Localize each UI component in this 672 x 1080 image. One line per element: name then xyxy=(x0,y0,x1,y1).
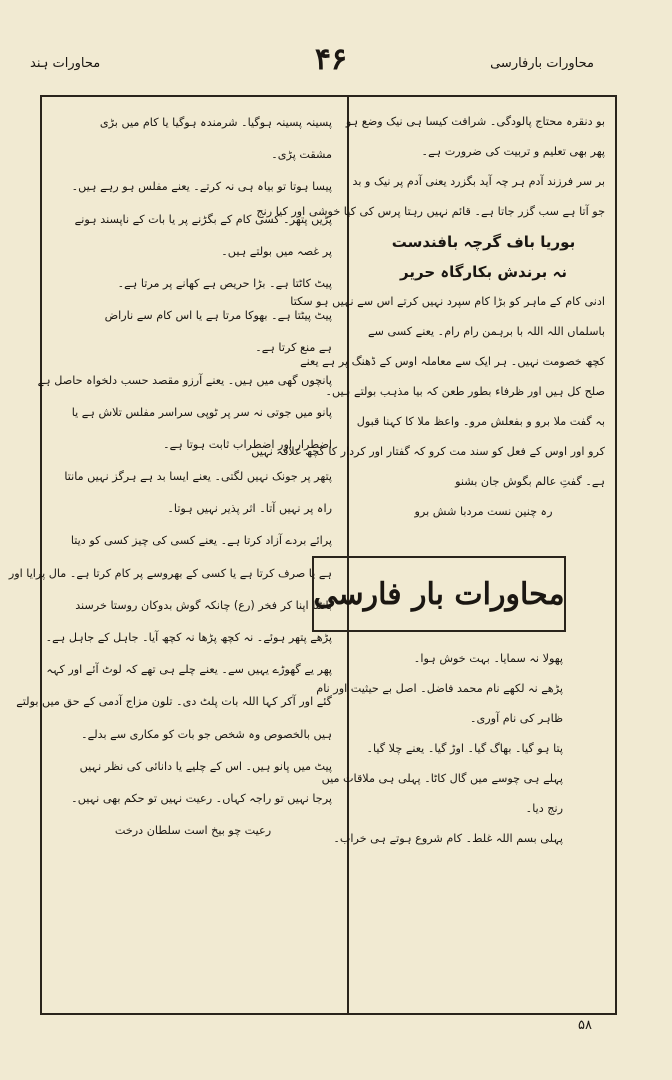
text-line: پیسا ہوتا تو بیاہ ہی نہ کرتے۔ یعنے مفلس ہو رہے ہیں۔ xyxy=(71,180,332,194)
text-line: بو دنقرہ محتاج پالودگی۔ شرافت کیسا ہی نیک وضع ہو xyxy=(345,115,605,128)
text-line: پانو میں جوتی نہ سر پر ٹوپی سراسر مفلس تلاش ہے یا xyxy=(71,405,332,419)
text-line: پرجا نہیں تو راجہ کہاں۔ رعیت نہیں تو حکم بھی نہیں۔ xyxy=(71,791,332,805)
text-line: ہے منع کرتا ہے۔ xyxy=(255,341,332,355)
text-line: پیٹ میں پانو ہیں۔ اس کے چلیے یا دانائی کی نظر نہیں xyxy=(79,759,332,773)
text-line: پانچوں گھی میں ہیں۔ یعنے آرزو مقصد حسب دلخواہ حاصل ہے xyxy=(37,373,332,387)
text-line: پیٹ پیٹتا ہے۔ بھوکا مرتا ہے یا اس کام سے ناراض xyxy=(104,309,332,323)
section-heading-box xyxy=(312,556,566,632)
text-line: ادنی کام کے ماہر کو بڑا کام سپرد نہیں کرتے اس سے نہیں ہو سکتا xyxy=(290,295,605,308)
verse-line: بوریا باف گرچہ بافندست xyxy=(391,233,576,251)
text-line: گئے اور آکر کہا اللہ بات پلٹ دی۔ تلون مزاج آدمی کے حق میں بولتے xyxy=(16,695,332,709)
text-line: بہ گفت ملا برو و بفعلش مرو۔ واعظ ملا کا کہنا قبول xyxy=(356,415,605,428)
text-line: پتھر پر جونک نہیں لگتی۔ یعنے ایسا بد ہے ہرگز نہیں مانتا xyxy=(64,470,332,484)
text-line: پہلی بسم اللہ غلط۔ کام شروع ہوتے ہی خراب۔ xyxy=(333,832,563,845)
header-right-title: محاورات بارفارسی xyxy=(490,56,594,71)
text-line: پھر بھی تعلیم و تربیت کی ضرورت ہے۔ xyxy=(421,145,605,158)
text-line: مشقت پڑی۔ xyxy=(271,148,332,162)
footer-number: ۵۸ xyxy=(578,1018,592,1033)
text-line: راہ پر نہیں آتا۔ اثر پذیر نہیں ہوتا۔ xyxy=(167,502,332,516)
text-line: رعیت چو بیخ است سلطان درخت xyxy=(114,824,272,838)
text-line: کرو اور اوس کے فعل کو سند مت کرو کہ گفتار اور کردار کا کچھ علاقہ نہیں xyxy=(251,445,605,458)
text-line: اضطرار اور اضطراب ثابت ہوتا ہے۔ xyxy=(163,437,332,451)
text-line: پڑھے پتھر ہوئے۔ نہ کچھ پڑھا نہ کچھ آیا۔ جاہل کے جاہل ہے۔ xyxy=(45,631,332,644)
verse-line: نہ برندش بکارگاہ حریر xyxy=(400,263,567,281)
text-line: پسینہ پسینہ ہوگیا۔ شرمندہ ہوگیا یا کام میں بڑی xyxy=(99,116,332,129)
right-column-lower xyxy=(312,644,571,914)
text-line: بر سر فرزند آدم ہر چہ آید بگزرد یعنی آدم پر نیک و بد xyxy=(352,175,605,188)
section-title: محاورات بار فارسی xyxy=(313,576,565,612)
text-line: رہ چنین نست مردبا شش برو xyxy=(414,505,553,518)
text-line: رنج دیا۔ xyxy=(525,802,563,815)
text-line: ہیں بالخصوص وہ شخص جو بات کو مکاری سے بدلے۔ xyxy=(81,727,332,741)
text-line: جو آتا ہے سب گزر جاتا ہے۔ قائم نہیں رہتا پرس کی کیا خوشی اور کیا رنج xyxy=(256,205,605,218)
text-line: کچھ خصومت نہیں۔ ہر ایک سے معاملہ اوس کے ڈھنگ پر ہے یعنے xyxy=(300,355,605,368)
text-line: بانٹنا اپنا کر فخر (رع) چانکہ گوش بدوکان روستا خرسند xyxy=(75,598,332,612)
text-line: باسلماں اللہ اللہ با برہمن رام رام۔ یعنے کسی سے xyxy=(367,325,605,338)
text-line: پتا ہو گیا۔ بھاگ گیا۔ اوڑ گیا۔ یعنے چلا گیا۔ xyxy=(366,742,563,755)
text-line: پڑھے نہ لکھے نام محمد فاضل۔ اصل بے حیثیت اور نام xyxy=(316,682,563,695)
text-line: ہے۔ گفتِ عالم بگوش جان بشنو xyxy=(455,475,605,488)
text-line: ہے یا صرف کرتا ہے یا کسی کے بھروسے پر کام کرتا ہے۔ مال پرایا اور xyxy=(8,566,332,580)
text-line: صلح کل ہیں اور ظرفاء بطور طعن کہ بیا مذہب بولتے ہیں۔ xyxy=(325,385,605,398)
text-line: پرائے بردے آزاد کرتا ہے۔ یعنے کسی کی چیز کسی کو دیتا xyxy=(70,534,332,548)
text-line: پر غصہ میں بولتے ہیں۔ xyxy=(221,244,332,258)
text-line: پھولا نہ سمایا۔ بہت خوش ہوا۔ xyxy=(413,652,563,665)
text-line: پھر یے گھوڑے یہیں سے۔ یعنے چلے ہی تھے کہ لوٹ آئے اور کہہ xyxy=(46,663,332,677)
page-number: ۴۶ xyxy=(314,42,348,77)
left-column xyxy=(8,97,342,1013)
header-left-title: محاورات ہند xyxy=(30,56,101,71)
text-line: ظاہر کی نام آوری۔ xyxy=(469,712,563,725)
text-line: پیٹ کاٹتا ہے۔ بڑا حریص ہے کھانے پر مرتا ہے۔ xyxy=(117,276,332,290)
text-line: پڑیں پتھر۔ کسی کام کے بگڑنے پر یا بات کے ناپسند ہونے xyxy=(74,212,332,226)
text-line: پہلے ہی چوسے میں گال کاٹا۔ پہلی ہی ملاقات میں xyxy=(321,772,563,785)
